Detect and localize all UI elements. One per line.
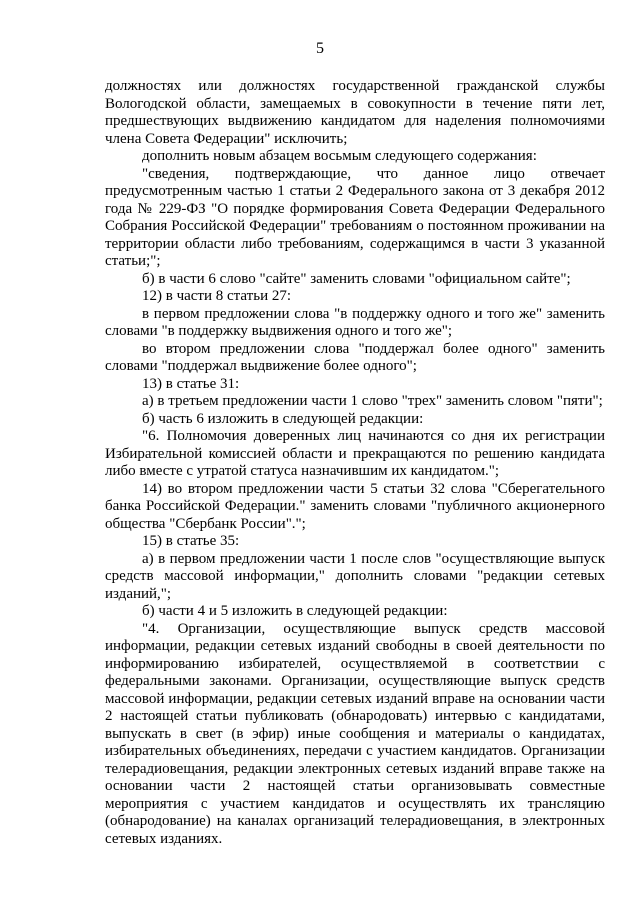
paragraph-14: а) в первом предложении части 1 после слов "осуществляющие выпуск средств массовой информации," дополнить словами "редакции сетевых изданий,";: [105, 550, 605, 602]
paragraph-12: 14) во втором предложении части 5 статьи 32 слова "Сберегательного банка Российской Федерации." заменить словами "публичного акционерного общества "Сбербанк России".";: [105, 480, 605, 532]
paragraph-3: "сведения, подтверждающие, что данное лицо отвечает предусмотренным частью 1 статьи 2 Федерального закона от 3 декабря 2012 года № 229-ФЗ "О порядке формирования Совета Федерации Федерального Собрания Российской Федерации" требованиям о постоянном проживании на территории области либо требованиям, содержащимся в части 3 указанной статьи;";: [105, 165, 605, 269]
paragraph-6: в первом предложении слова "в поддержку одного и того же" заменить словами "в поддержку выдвижения одного и того же";: [105, 305, 605, 339]
paragraph-5: 12) в части 8 статьи 27:: [142, 288, 292, 304]
paragraph-9: а) в третьем предложении части 1 слово "трех" заменить словом "пяти";: [142, 393, 603, 409]
paragraph-16: "4. Организации, осуществляющие выпуск средств массовой информации, редакции сетевых изданий свободны в своей деятельности по информированию избирателей, осуществляемой в соответствии с федеральными законами. Организации, осуществляющие выпуск средств массовой информации, редакции сетевых изданий вправе на основании части 2 настоящей статьи публиковать (обнародовать) интервью с кандидатами, выпускать в свет (в эфир) иные сообщения и материалы о кандидатах, избирательных объединениях, передачи с участием кандидатов. Организации телерадиовещания, редакции электронных сетевых изданий вправе также на основании части 2 настоящей статьи организовывать совместные мероприятия с участием кандидатов и осуществлять их трансляцию (обнародование) на каналах организаций телерадиовещания, в электронных сетевых изданиях.: [105, 620, 605, 847]
page-number: 5: [316, 40, 324, 57]
paragraph-15: б) части 4 и 5 изложить в следующей редакции:: [142, 603, 448, 619]
paragraph-13: 15) в статье 35:: [142, 533, 240, 549]
paragraph-11: "6. Полномочия доверенных лиц начинаются со дня их регистрации Избирательной комиссией области и прекращаются по решению кандидата либо вместе с утратой статуса назначившим их кандидатом.";: [105, 428, 605, 479]
paragraph-8: 13) в статье 31:: [142, 375, 240, 392]
paragraph-4: б) в части 6 слово "сайте" заменить словами "официальном сайте";: [142, 270, 571, 287]
paragraph-1: должностях или должностях государственной гражданской службы Вологодской области, замещаемых в совокупности в течение пяти лет, предшествующих выдвижению кандидатом для наделения полномочиями члена Совета Федерации" исключить;: [105, 78, 605, 147]
paragraph-10: б) часть 6 изложить в следующей редакции:: [142, 410, 424, 427]
paragraph-2: дополнить новым абзацем восьмым следующего содержания:: [142, 148, 537, 164]
document-body: [105, 78, 605, 848]
paragraph-7: во втором предложении слова "поддержал более одного" заменить словами "поддержал выдвижение более одного";: [105, 340, 605, 374]
